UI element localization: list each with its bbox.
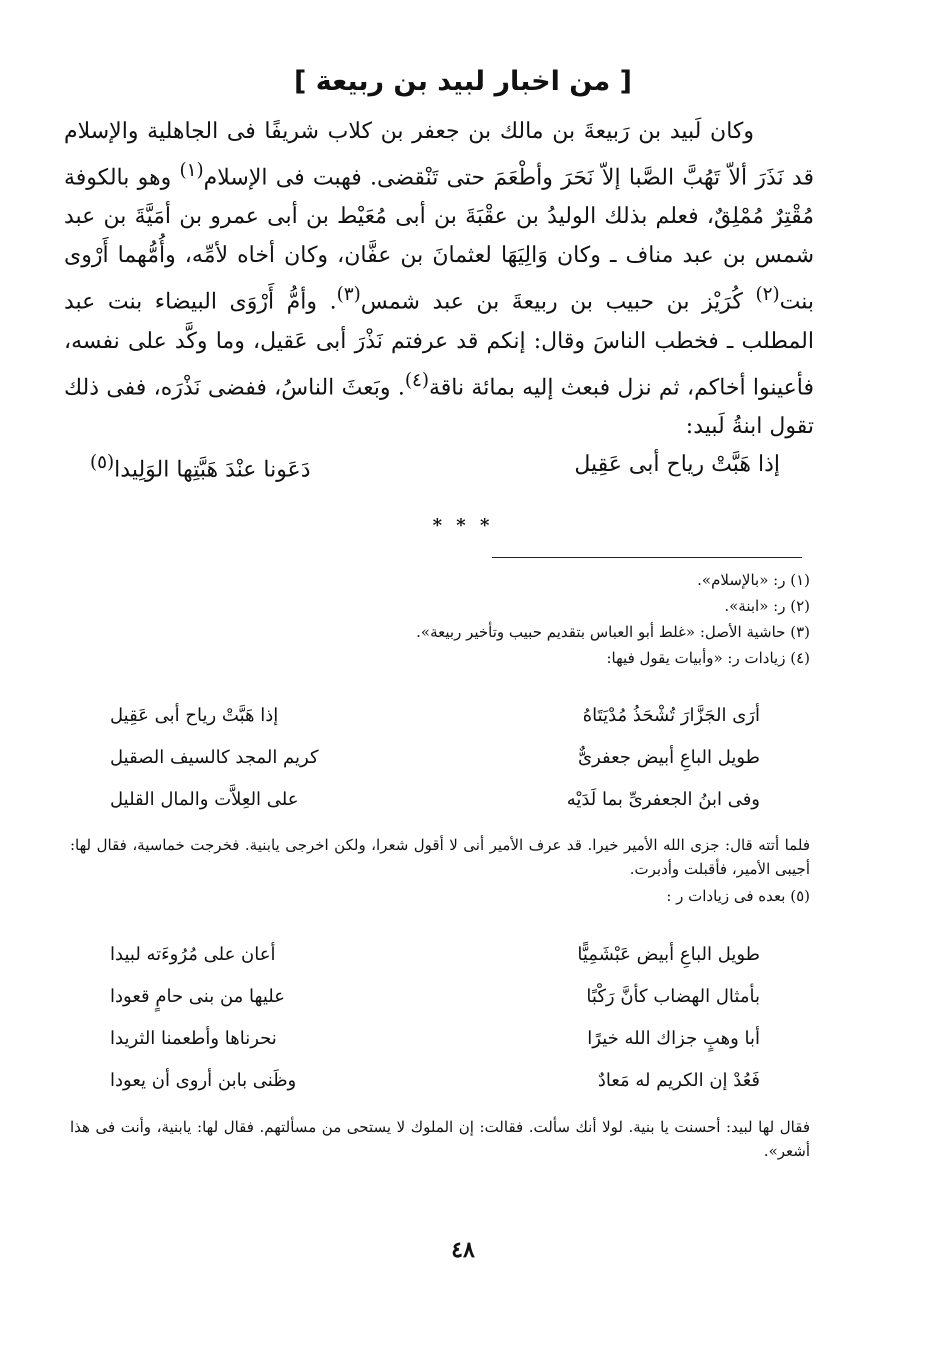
poem-line: وفى ابنُ الجعفرىِّ بما لَدَيْه على العِلاَّت والمال القليل [110,789,760,810]
footnote: (٤) زيادات ر: «وأبيات يقول فيها: [606,649,810,667]
footnote-divider [492,557,802,558]
poem-line: أبا وهبٍ جزاك الله خيرًا نحرناها وأطعمنا الثريدا [110,1028,760,1049]
footnote-prose: فلما أتته قال: جزى الله الأمير خيرا. قد عرف الأمير أنى لا أقول شعرا، ولكن اخرجى يابنية. فخرجت خماسية، فقال لها: أجيبى الأمير، فأقبلت وأدبرت. [70,836,810,878]
footnote: (٢) ر: «ابنة». [724,597,810,615]
poem-line: أرَى الجَزَّارَ تُشْحَذُ مُدْيَتَاهُ إذا هَبَّتْ رياح أبى عَقِيل [110,705,760,726]
verse-hemistich-second: دَعَونا عنْدَ هَبَّتِها الوَلِيدا$^{(٥)}$ [90,452,311,483]
poem-line: بأمثال الهضاب كأنَّ رَكْبًا عليها من بنى حامٍ قعودا [110,986,760,1007]
verse-line [90,452,780,492]
footnote-prose: فقال لها لبيد: أحسنت يا بنية. لولا أنك سألت. فقالت: إن الملوك لا يستحى من مسألتهم. فقال لها: يابنية، وأنت فى هذا أشعر». [70,1118,810,1160]
page-number: ٤٨ [451,1237,475,1263]
poem-line: طويل الباعِ أبيض جعفرىٌّ كريم المجد كالسيف الصقيل [110,747,760,768]
paragraph-text: وكان لَبيد بن رَبيعةَ بن مالك بن جعفر بن كلاب شريفًا فى الجاهلية والإسلام قد نَذَرَ ألاّ تَهُبَّ الصَّبا إلاّ نَحَرَ وأطْعَمَ حتى تَنْقضى. فهبت فى الإسلام$^{(١)}$ وهو بالكوفة مُقْتِرٌ مُمْلِقٌ، فعلم بذلك الوليدُ بن عقْبَةَ بن أبى مُعَيْط بن أبى عمرو بن أمَيَّةَ بن عبد شمس بن عبد مناف ـ وكان وَالِيَهَا لعثمانَ بن عفَّان، وكان أخاه لأمِّه، وأُمُّهما أَرْوى بنت$^{(٢)}$ كُرَيْز بن حبيب بن ربيعةَ بن عبد شمس$^{(٣)}$. وأمُّ أَرْوَى البيضاء بنت عبد المطلب ـ فخطب الناسَ وقال: إنكم قد عرفتم نَذْرَ أبى عَقيل، وما وكَّد على نفسه، فأعينوا أخاكم، ثم نزل فبعث إليه بمائة ناقة$^{(٤)}$. وبَعثَ الناسُ، ففضى نَذْرَه، ففى ذلك تقول ابنةُ لَبيد: [64,119,815,439]
footnote-ref: (٢) [755,284,780,306]
main-paragraph [64,112,814,446]
footnote-ref: (٥) [90,452,115,473]
poem-line: فَعُدْ إن الكريم له مَعادٌ وظَنى بابن أروى أن يعودا [110,1070,760,1091]
verse-hemistich-first: إذا هَبَّتْ رياح أبى عَقِيل [574,452,780,477]
footnote: (١) ر: «بالإسلام». [697,571,810,589]
section-separator: * * * [432,515,494,536]
footnote-ref: (١) [179,160,204,181]
footnotes [70,567,810,671]
footnote-ref: (٤) [404,369,429,391]
poem-one [110,705,760,831]
footnote-ref: (٣) [336,284,361,306]
poem-line: طويل الباعِ أبيض عَبْشَمِيًّا أعان على مُرُوءَته لبيدا [110,944,760,965]
poem-two [110,944,760,1112]
footnote: (٣) حاشية الأصل: «غلط أبو العباس بتقديم حبيب وتأخير ربيعة». [416,623,810,641]
section-title: [ من اخبار لبيد بن ربيعة ] [293,66,633,97]
footnote: (٥) بعده فى زيادات ر : [666,887,810,905]
